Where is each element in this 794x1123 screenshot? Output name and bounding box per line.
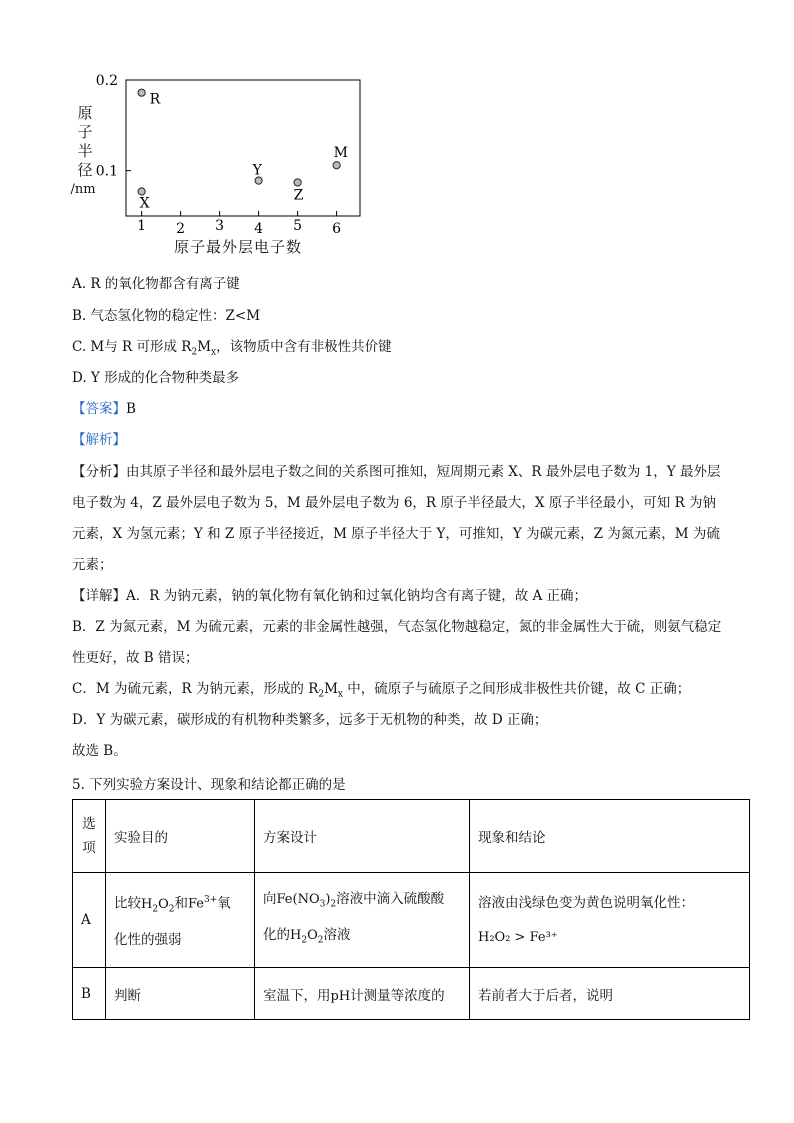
detail-c-mid: M <box>324 681 338 697</box>
header-goal: 实验目的 <box>106 800 255 873</box>
fe-no3-text: Fe(NO <box>276 892 320 908</box>
question-5: 5. 下列实验方案设计、现象和结论都正确的是 <box>72 777 346 793</box>
x-tick-label: 4 <box>254 221 264 237</box>
option-c-sub1: 2 <box>191 347 198 358</box>
data-point-x <box>138 188 145 195</box>
detail-c-sub1: 2 <box>318 689 325 700</box>
detail-a-text: A．R 为钠元素，钠的氧化物有氧化钠和过氧化钠均含有离子键，故 A 正确； <box>126 588 588 604</box>
plot-frame <box>126 80 360 216</box>
chart-y-label <box>70 104 96 199</box>
row-a-fe-sup: 3+ <box>204 895 218 906</box>
point-label-m: M <box>333 145 348 162</box>
row-b-plan-post: 计测量等浓度的 <box>350 987 445 1004</box>
row-a-plan <box>255 873 470 968</box>
row-b-goal: 判断 <box>106 968 255 1020</box>
conclusion: 故选 B。 <box>72 743 127 759</box>
row-b-plan <box>255 968 470 1020</box>
fenxi-label: 【分析】 <box>72 464 126 480</box>
h2o2-h: H <box>141 896 153 912</box>
row-a-h2o2: $H_2O_2$ <box>141 896 175 915</box>
row-a-result <box>470 873 750 968</box>
xiangjie-label: 【详解】 <box>72 588 126 604</box>
header-result: 现象和结论 <box>470 800 750 873</box>
option-c-mid: M <box>197 339 212 355</box>
row-a-goal <box>106 873 255 968</box>
x-tick-label: 5 <box>293 218 303 234</box>
data-point-m <box>333 162 340 169</box>
x-tick-label: 2 <box>176 221 186 237</box>
row-a-option: A <box>73 873 106 968</box>
row-a-goal-mid: 和 <box>174 895 188 912</box>
row-b-plan-pre: 室温下，用 <box>263 987 331 1004</box>
data-point-z <box>294 179 301 186</box>
row-a-fe-no3: $Fe(NO_3)_2$ <box>276 892 337 910</box>
option-c-post: ，该物质中含有非极性共价键 <box>216 339 392 355</box>
row-a-plan-line2-post: 溶液 <box>323 927 351 943</box>
chart-plot <box>70 70 370 260</box>
experiment-table <box>72 799 750 1020</box>
row-a-fe: Fe <box>187 896 204 912</box>
point-label-r: R <box>149 91 161 108</box>
table-header-row <box>73 800 750 873</box>
table-row-b <box>73 968 750 1020</box>
detail-a <box>72 581 724 612</box>
x-tick-label: 3 <box>215 218 225 234</box>
answer-value: B <box>126 401 136 417</box>
data-point-r <box>138 89 145 96</box>
row-a-plan-pre: 向 <box>263 891 277 908</box>
x-tick-label: 6 <box>332 221 342 237</box>
y-tick-label: 0.1 <box>95 163 118 180</box>
option-c <box>72 337 392 363</box>
row-a-plan-h2o2: $H_2O_2$ <box>290 928 324 946</box>
row-a-res-line1: 溶液由浅绿色变为黄色说明氧化性： <box>478 894 694 911</box>
y-axis-unit: /nm <box>70 182 96 197</box>
detail-b: B．Z 为氮元素，M 为硫元素，元素的非金属性越强，气态氢化物越稳定，氮的非金属性大于硫，则氨气稳定性更好，故 B 错误； <box>72 619 722 666</box>
point-label-x: X <box>139 195 150 212</box>
table-row-a <box>73 873 750 968</box>
atomic-radius-chart <box>70 70 370 260</box>
x-axis-title: 原子最外层电子数 <box>174 238 303 256</box>
detail-d: D．Y 为碳元素，碳形成的有机物种类繁多，远多于无机物的种类，故 D 正确； <box>72 712 548 728</box>
header-plan: 方案设计 <box>255 800 470 873</box>
answer-label: 【答案】 <box>72 401 126 417</box>
option-b: B. 气态氢化物的稳定性：Z<M <box>72 308 261 324</box>
row-b-result: 若前者大于后者，说明 <box>470 968 750 1020</box>
y-tick-label: 0.2 <box>95 73 118 89</box>
detail-c-pre: C．M 为硫元素，R 为钠元素，形成的 R <box>72 681 319 697</box>
option-c-sub2: x <box>211 347 217 358</box>
x-tick-label: 1 <box>137 218 147 234</box>
option-a: A. R 的氧化物都含有离子键 <box>72 276 240 292</box>
y-axis-title: 原子半径 <box>77 104 93 179</box>
fenxi-text: 由其原子半径和最外层电子数之间的关系图可推知，短周期元素 X、R 最外层电子数为 1，Y 最外层电子数为 4，Z 最外层电子数为 5，M 最外层电子数为 6，R 原子半径最大，X 原子半径最小，可知 R 为钠元素，X 为氢元素；Y 和 Z 原子半径接近，M 原子半径大于 Y，可推知，Y 为碳元素，Z 为氮元素，M 为硫元素； <box>72 464 721 573</box>
point-label-z: Z <box>293 187 304 204</box>
row-a-plan-line2-pre: 化的 <box>263 927 290 943</box>
row-a-goal-pre: 比较 <box>114 895 141 912</box>
row-b-ph: pH <box>330 988 351 1004</box>
header-option: 选项 <box>73 800 106 873</box>
row-b-option: B <box>73 968 106 1020</box>
row-a-goal-post: 氧 <box>217 895 231 912</box>
fenxi-paragraph <box>72 457 724 581</box>
row-a-goal-line2: 化性的强弱 <box>114 931 182 948</box>
detail-c-sub2: x <box>337 689 343 700</box>
analysis-label: 【解析】 <box>72 432 126 448</box>
row-a-plan-post: 溶液中滴入硫酸酸 <box>336 891 445 908</box>
detail-c-post: 中，硫原子与硫原子之间形成非极性共价键，故 C 正确； <box>343 681 691 697</box>
row-a-res-line2: H₂O₂ > Fe³⁺ <box>478 929 558 945</box>
point-label-y: Y <box>252 162 262 179</box>
option-c-pre: C. M与 R 可形成 R <box>72 339 192 355</box>
option-d: D. Y 形成的化合物种类最多 <box>72 370 240 386</box>
answer-line <box>72 399 136 419</box>
